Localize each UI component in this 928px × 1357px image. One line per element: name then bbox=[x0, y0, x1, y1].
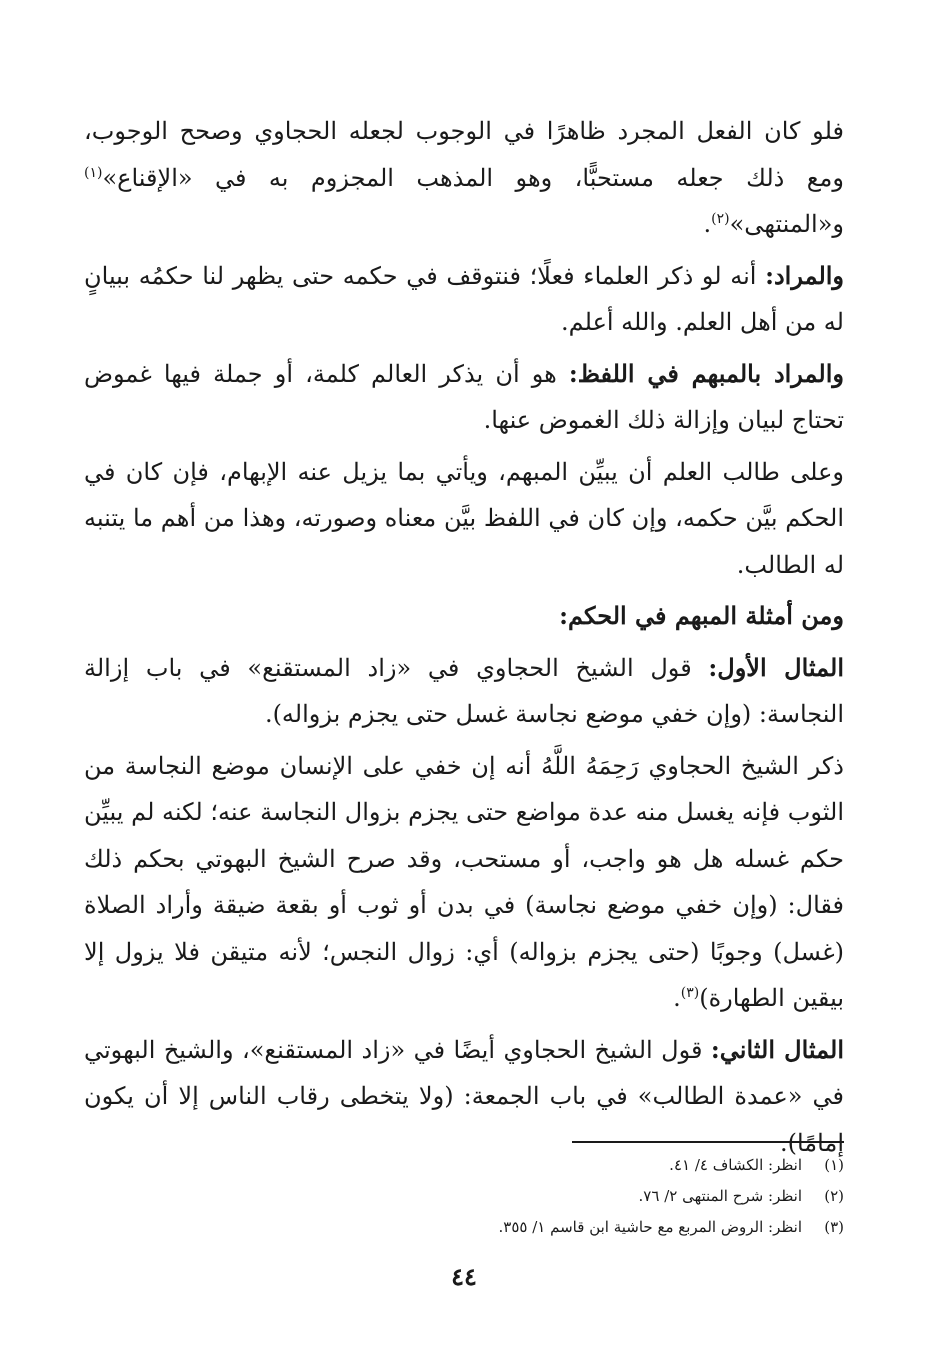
paragraph-3 bbox=[84, 351, 844, 444]
footnote-2 bbox=[84, 1181, 844, 1212]
example-2-lead: المثال الثاني: bbox=[710, 1034, 845, 1064]
paragraph-1-mid: و«المنتهى» bbox=[729, 210, 844, 238]
footnote-1 bbox=[84, 1150, 844, 1181]
example-1-lead: المثال الأول: bbox=[708, 652, 844, 682]
footnote-3-text: انظر: الروض المربع مع حاشية ابن قاسم ١/ ٣٥٥. bbox=[498, 1218, 802, 1236]
footnote-ref-1[interactable]: (١) bbox=[84, 164, 103, 181]
footnote-2-text: انظر: شرح المنتهى ٢/ ٧٦. bbox=[638, 1187, 802, 1205]
paragraph-3-text: هو أن يذكر العالم كلمة، أو جملة فيها غموض تحتاج لبيان وإزالة ذلك الغموض عنها. bbox=[84, 359, 844, 434]
paragraph-1-end: . bbox=[703, 210, 712, 238]
example-2-text: قول الشيخ الحجاوي أيضًا في «زاد المستقنع»، والشيخ البهوتي في «عمدة الطالب» في باب الجمعة: (ولا يتخطى رقاب الناس إلا أن يكون إمامًا). bbox=[84, 1035, 844, 1157]
example-2 bbox=[84, 1027, 844, 1167]
footnote-2-number: (٢) bbox=[824, 1187, 844, 1205]
paragraph-1-text: فلو كان الفعل المجرد ظاهرًا في الوجوب لجعله الحجاوي وصحح الوجوب، ومع ذلك جعله مستحبًّا، وهو المذهب المجزوم به في «الإقناع» bbox=[84, 117, 844, 192]
paragraph-1 bbox=[84, 108, 844, 248]
explanation-end: . bbox=[673, 984, 681, 1012]
example-1 bbox=[84, 645, 844, 738]
explanation-paragraph bbox=[84, 743, 844, 1022]
paragraph-2 bbox=[84, 253, 844, 346]
footnotes bbox=[84, 1150, 844, 1243]
explanation-text: ذكر الشيخ الحجاوي رَحِمَهُ اللَّهُ أنه إن خفي على الإنسان موضع النجاسة من الثوب فإنه يغسل منه عدة مواضع حتى يجزم بزوال النجاسة عنه؛ لكنه لم يبيِّن حكم غسله هل هو واجب، أو مستحب، وقد صرح الشيخ البهوتي بحكم ذلك فقال: (وإن خفي موضع نجاسة) في بدن أو ثوب أو بقعة ضيقة وأراد الصلاة (غسل) وجوبًا (حتى يجزم بزواله) أي: زوال النجس؛ لأنه متيقن فلا يزول إلا بيقين الطهارة) bbox=[84, 751, 844, 1012]
footnote-1-number: (١) bbox=[824, 1156, 844, 1174]
footnote-divider bbox=[572, 1141, 844, 1143]
footnote-3 bbox=[84, 1212, 844, 1243]
footnote-3-number: (٣) bbox=[824, 1218, 844, 1236]
example-1-text: قول الشيخ الحجاوي في «زاد المستقنع» في باب إزالة النجاسة: (وإن خفي موضع نجاسة غسل حتى يجزم بزواله). bbox=[84, 653, 844, 728]
paragraph-4-text: وعلى طالب العلم أن يبيِّن المبهم، ويأتي بما يزيل عنه الإبهام، فإن كان في الحكم بيَّن حكمه، وإن كان في اللفظ بيَّن معناه وصورته، وهذا من أهم ما يتنبه له الطالب. bbox=[84, 457, 844, 579]
paragraph-2-lead: والمراد: bbox=[765, 260, 845, 290]
footnote-ref-3[interactable]: (٣) bbox=[680, 985, 700, 1001]
paragraph-4 bbox=[84, 449, 844, 589]
footnote-ref-2[interactable]: (٢) bbox=[711, 211, 730, 227]
footnote-1-text: انظر: الكشاف ٤/ ٤١. bbox=[669, 1156, 802, 1174]
page-number: ٤٤ bbox=[451, 1262, 477, 1291]
section-heading: ومن أمثلة المبهم في الحكم: bbox=[559, 601, 844, 630]
paragraph-2-text: أنه لو ذكر العلماء فعلًا؛ فنتوقف في حكمه حتى يظهر لنا حكمُه ببيانٍ له من أهل العلم. والله أعلم. bbox=[84, 261, 844, 336]
paragraph-3-lead: والمراد بالمبهم في اللفظ: bbox=[568, 358, 844, 388]
